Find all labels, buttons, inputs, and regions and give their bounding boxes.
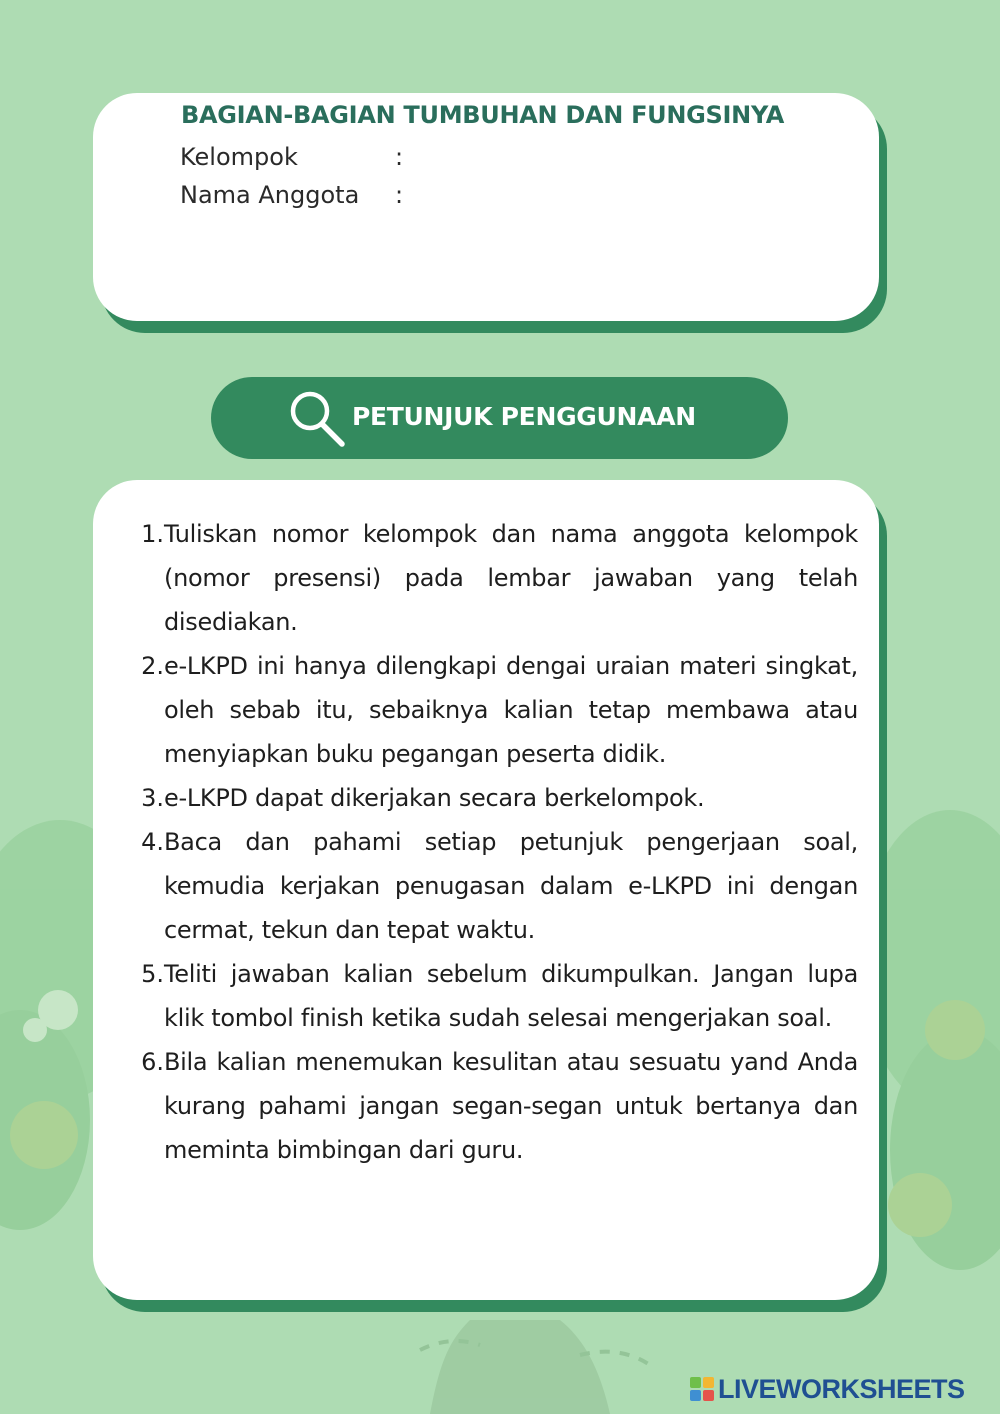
page-title: BAGIAN-BAGIAN TUMBUHAN DAN FUNGSINYA xyxy=(181,101,785,129)
instruction-text: Bila kalian menemukan kesulitan atau sesuatu yand Anda kurang pahami jangan segan-segan untuk bertanya dan meminta bimbingan dari guru. xyxy=(164,1048,858,1164)
kelompok-field xyxy=(180,143,403,171)
instruction-item xyxy=(138,952,858,1040)
nama-anggota-separator: : xyxy=(395,181,404,209)
instruction-number: 4. xyxy=(141,828,164,856)
brand-name: LIVEWORKSHEETS xyxy=(718,1374,965,1404)
nama-anggota-field xyxy=(180,181,403,209)
liveworksheets-logo-icon xyxy=(690,1377,714,1401)
instruction-number: 6. xyxy=(141,1048,164,1076)
instructions-card xyxy=(93,480,879,1300)
header-card xyxy=(93,93,879,321)
kelompok-label: Kelompok xyxy=(180,143,298,171)
instructions-list xyxy=(138,512,858,1172)
instruction-text: e-LKPD ini hanya dilengkapi dengai uraian materi singkat, oleh sebab itu, sebaiknya kalian tetap membawa atau menyiapkan buku pegangan peserta didik. xyxy=(164,652,858,768)
instruction-text: Baca dan pahami setiap petunjuk pengerjaan soal, kemudia kerjakan penugasan dalam e-LKPD ini dengan cermat, tekun dan tepat waktu. xyxy=(164,828,858,944)
instruction-number: 1. xyxy=(141,520,164,548)
instruction-item xyxy=(138,820,858,952)
instruction-item xyxy=(138,512,858,644)
instruction-item xyxy=(138,1040,858,1172)
section-banner xyxy=(211,377,788,459)
instruction-number: 5. xyxy=(141,960,164,988)
instruction-text: Tuliskan nomor kelompok dan nama anggota kelompok (nomor presensi) pada lembar jawaban yang telah disediakan. xyxy=(164,520,858,636)
kelompok-separator: : xyxy=(395,143,404,171)
instruction-item xyxy=(138,776,858,820)
nama-anggota-label: Nama Anggota xyxy=(180,181,360,209)
section-title: PETUNJUK PENGGUNAAN xyxy=(352,402,696,431)
instruction-item xyxy=(138,644,858,776)
instruction-text: Teliti jawaban kalian sebelum dikumpulkan. Jangan lupa klik tombol finish ketika sudah selesai mengerjakan soal. xyxy=(164,960,858,1032)
instruction-number: 3. xyxy=(141,784,164,812)
instruction-number: 2. xyxy=(141,652,164,680)
instruction-text: e-LKPD dapat dikerjakan secara berkelompok. xyxy=(164,784,705,812)
search-icon xyxy=(287,389,347,453)
